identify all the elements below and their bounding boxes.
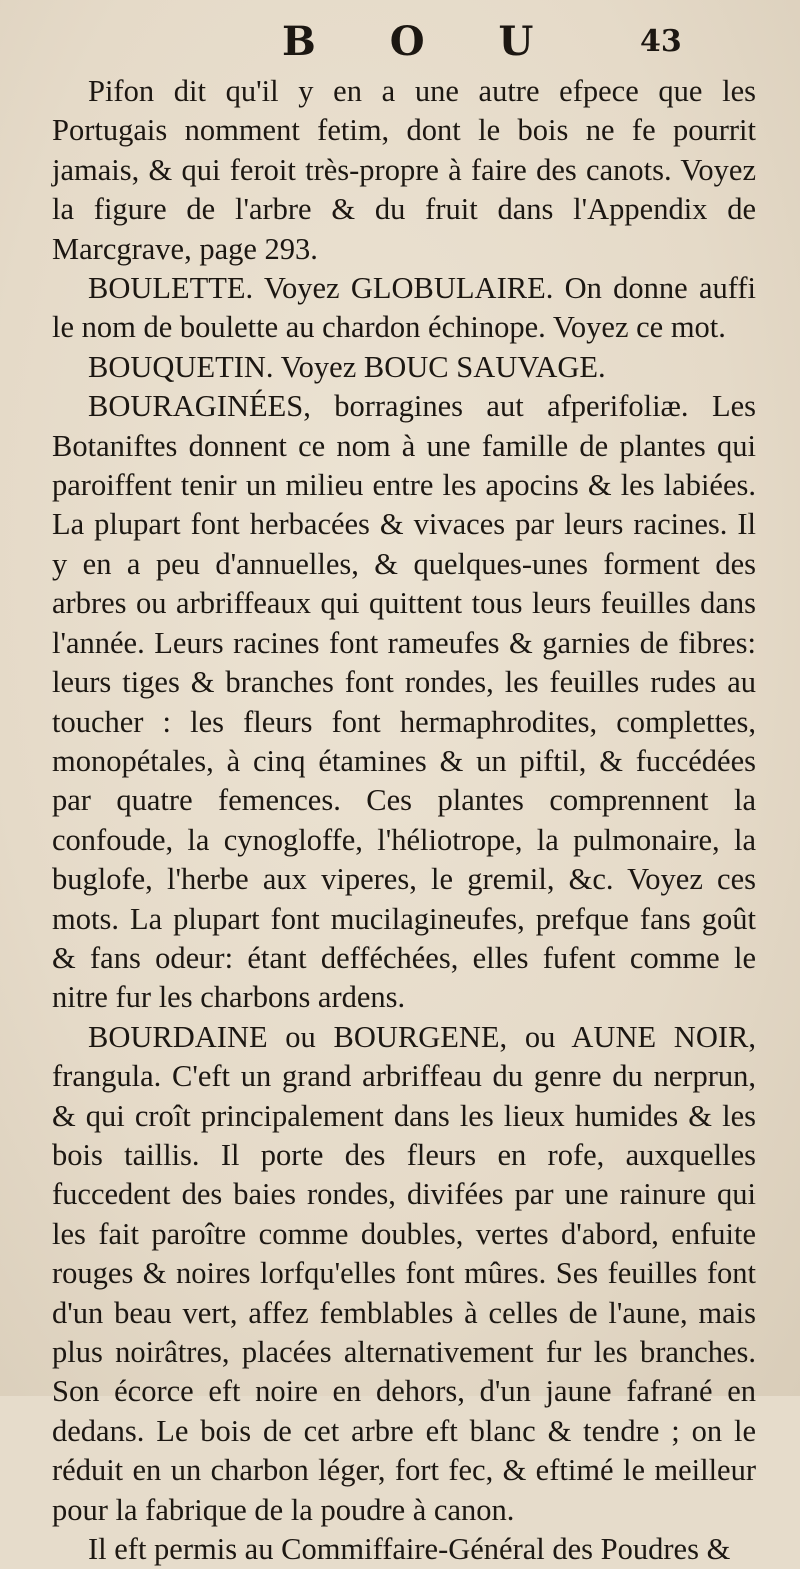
body-text — [52, 72, 756, 1569]
entry-boulette: BOULETTE. Voyez GLOBULAIRE. On donne auffi le nom de boulette au chardon échinope. Voyez ce mot. — [52, 271, 756, 345]
entry-bourdaine: BOURDAINE ou BOURGENE, ou AUNE NOIR, frangula. C'eft un grand arbriffeau du genre du nerprun, & qui croît principalement dans les lieux humides & les bois taillis. Il porte des fleurs en rofe, auxquelles fuccedent des baies rondes, divifées par une rainure qui les fait paroître comme doubles, vertes d'abord, enfuite rouges & noires lorfqu'elles font mûres. Ses feuilles font d'un beau vert, affez femblables à celles de l'aune, mais plus noirâtres, placées alternativement fur les branches. Son écorce eft noire en dehors, d'un jaune fafrané en dedans. Le bois de cet arbre eft blanc & tendre ; on le réduit en un charbon léger, fort fec, & eftimé le meilleur pour la fabrique de la poudre à canon. — [52, 1019, 756, 1527]
page-header — [0, 18, 800, 68]
entry-bouraginees: BOURAGINÉES, borragines aut afperifoliæ. Les Botaniftes donnent ce nom à une famille de plantes qui paroiffent tenir un milieu entre les apocins & les labiées. La plupart font herbacées & vivaces par leurs racines. Il y en a peu d'annuelles, & quelques-unes forment des arbres ou arbriffeaux qui quittent tous leurs feuilles dans l'année. Leurs racines font rameufes & garnies de fibres: leurs tiges & branches font rondes, les feuilles rudes au toucher : les fleurs font hermaphrodites, complettes, monopétales, à cinq étamines & un piftil, & fuccédées par quatre femences. Ces plantes comprennent la confoude, la cynogloffe, l'héliotrope, la pulmonaire, la buglofe, l'herbe aux viperes, le gremil, &c. Voyez ces mots. La plupart font mucilagineufes, prefque fans goût & fans odeur: étant defféchées, elles fufent comme le nitre fur les charbons ardens. — [52, 389, 756, 1015]
running-head: B O U — [282, 18, 564, 65]
paragraph-commissaire: Il eft permis au Commiffaire-Général des Poudres & — [88, 1532, 731, 1567]
page-number: 43 — [640, 24, 682, 59]
entry-bouquetin: BOUQUETIN. Voyez BOUC SAUVAGE. — [88, 349, 606, 384]
paragraph-pison: Pifon dit qu'il y en a une autre efpece que les Portugais nomment fetim, dont le bois ne fe pourrit jamais, & qui feroit très-propre à faire des canots. Voyez la figure de l'arbre & du fruit dans l'Appendix de Marcgrave, page 293. — [52, 74, 756, 266]
